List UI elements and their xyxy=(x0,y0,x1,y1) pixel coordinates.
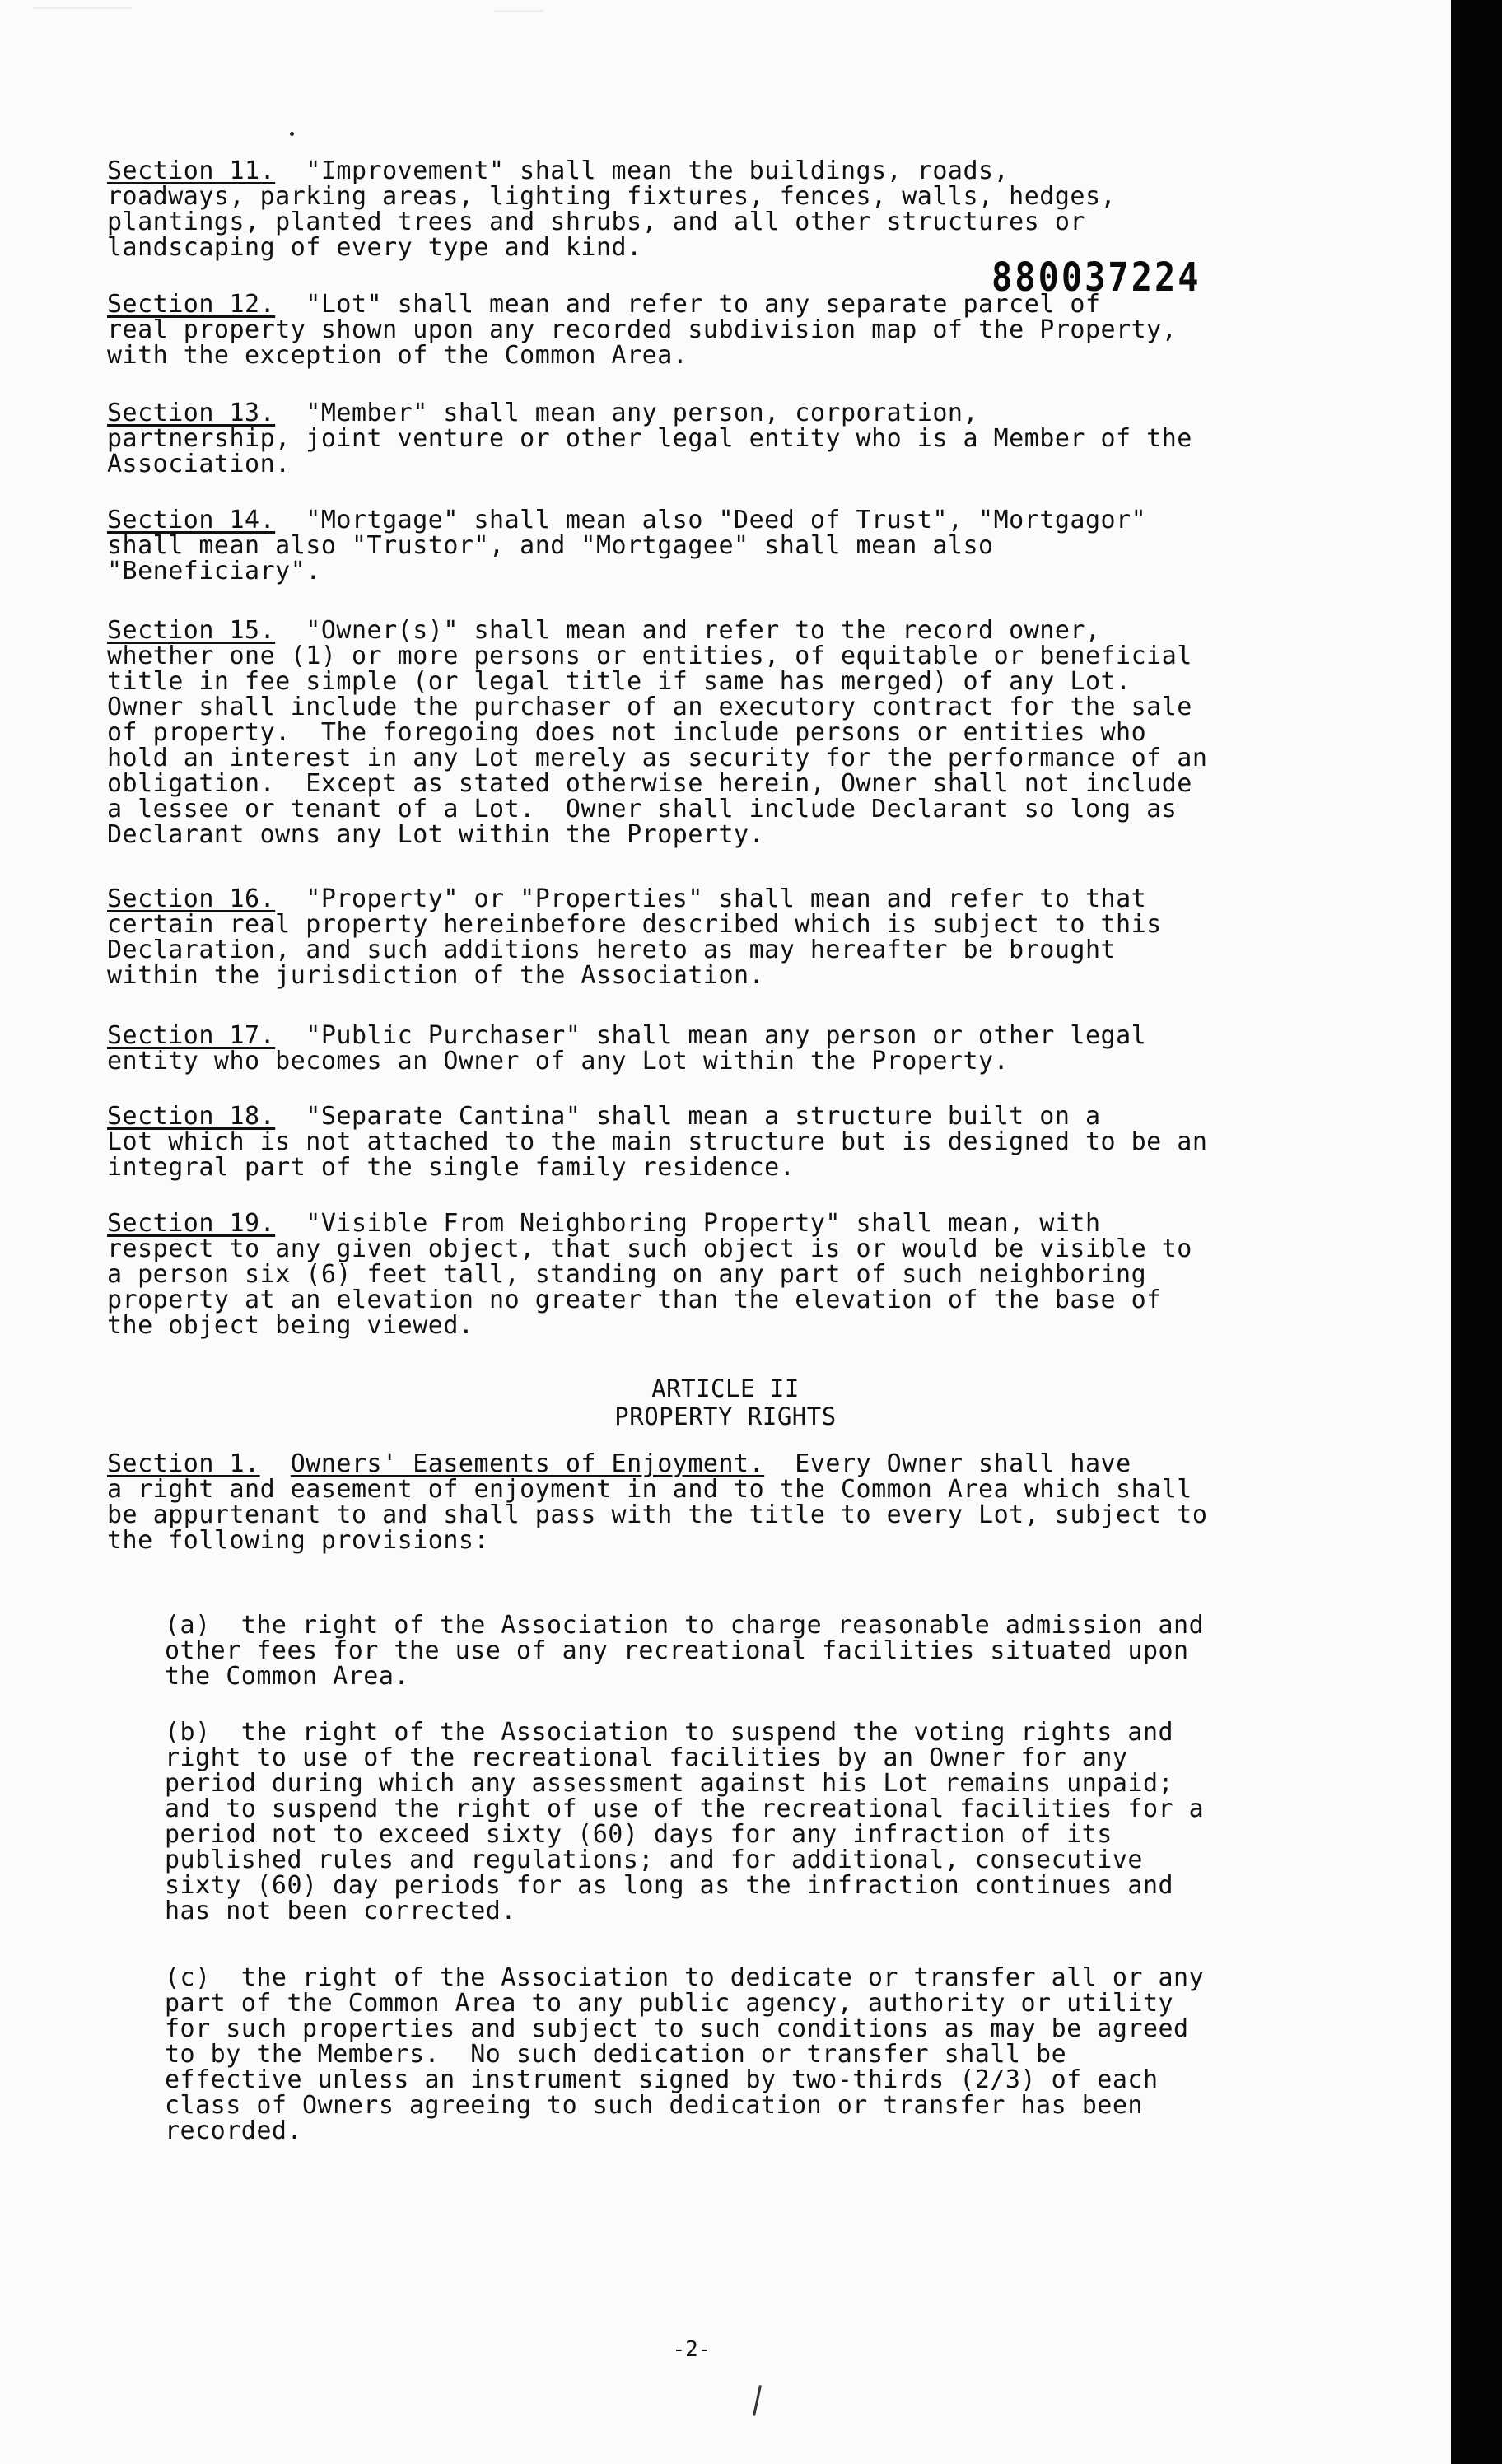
section-heading: Section 19. xyxy=(107,1209,276,1238)
section-heading: Section 1. xyxy=(107,1449,260,1478)
recording-number: 880037224 xyxy=(991,254,1201,301)
scan-noise xyxy=(33,7,132,9)
provision-a: (a) the right of the Association to charge reasonable admission and other fees for the use of any recreational facilities situated upon the Common Area. xyxy=(165,1611,1205,1691)
section-subheading: Owners' Easements of Enjoyment. xyxy=(290,1449,765,1478)
provision-b: (b) the right of the Association to suspend the voting rights and right to use of the recreational facilities by an Owner for any period during which any assessment against his Lot remains unpaid; and to suspend the right of use of the recreational facilities for a period not to exceed sixty (60) days for any infraction of its published rules and regulations; and for additional, consecutive sixty (60) day periods for as long as the infraction continues and has not been corrected. xyxy=(165,1718,1205,1925)
section-13 xyxy=(107,400,1342,477)
provision-c: (c) the right of the Association to dedicate or transfer all or any part of the Common Area to any public agency, authority or utility for such properties and subject to such conditions as may be agreed to by the Members. No such dedication or transfer shall be effective unless an instrument signed by two-thirds (2/3) of each class of Owners agreeing to such dedication or transfer has been recorded. xyxy=(165,1963,1205,2145)
scan-mark xyxy=(753,2385,762,2416)
section-heading: Section 15. xyxy=(107,616,276,645)
scan-mark xyxy=(290,132,294,136)
section-text: "Owner(s)" shall mean and refer to the record owner, whether one (1) or more persons or entities, of equitable or beneficial title in fee simple (or legal title if same has merged) of any Lot. Owner shall include the purchaser of an executory contract for the sale of property. The foregoing does not include persons or entities who hold an interest in any Lot merely as security for the performance of an obligation. Except as stated otherwise herein, Owner shall not include a lessee or tenant of a Lot. Owner shall include Declarant so long as Declarant owns any Lot within the Property. xyxy=(107,616,1208,849)
section-text: "Visible From Neighboring Property" shall mean, with respect to any given object, that such object is or would be visible to a person six (6) feet tall, standing on any part of such neighboring property at an elevation no greater than the elevation of the base of the object being viewed. xyxy=(107,1209,1192,1340)
section-text: "Lot" shall mean and refer to any separate parcel of real property shown upon any recorded subdivision map of the Property, with the exception of the Common Area. xyxy=(107,290,1178,370)
section-heading: Section 18. xyxy=(107,1102,276,1131)
article-title: PROPERTY RIGHTS xyxy=(614,1402,837,1430)
section-heading: Section 13. xyxy=(107,399,276,427)
scan-border xyxy=(1451,0,1502,2464)
section-18 xyxy=(107,1104,1342,1180)
section-19 xyxy=(107,1211,1342,1338)
section-14 xyxy=(107,507,1342,584)
section-text: "Improvement" shall mean the buildings, roads, roadways, parking areas, lighting fixtures, fences, walls, hedges, plantings, planted trees and shrubs, and all other structures or landscaping of every type and kind. xyxy=(107,156,1117,262)
section-text: "Member" shall mean any person, corporation, partnership, joint venture or other legal entity who is a Member of the Association. xyxy=(107,399,1192,478)
section-heading: Section 14. xyxy=(107,506,276,534)
section-spacer xyxy=(260,1449,291,1478)
section-heading: Section 12. xyxy=(107,290,276,319)
section-text: Every Owner shall have a right and easement of enjoyment in and to the Common Area which shall be appurtenant to and shall pass with the title to every Lot, subject to the following provisions: xyxy=(107,1449,1208,1555)
section-17 xyxy=(107,1023,1342,1074)
section-text: "Property" or "Properties" shall mean and refer to that certain real property hereinbefore described which is subject to this Declaration, and such additions hereto as may hereafter be brought within the jurisdiction of the Association. xyxy=(107,884,1162,990)
section-text: "Separate Cantina" shall mean a structure built on a Lot which is not attached to the main structure but is designed to be an integral part of the single family residence. xyxy=(107,1102,1208,1182)
section-heading: Section 17. xyxy=(107,1021,276,1050)
scan-noise xyxy=(494,10,543,12)
section-15 xyxy=(107,618,1342,847)
page-number: -2- xyxy=(672,2337,711,2362)
section-heading: Section 11. xyxy=(107,156,276,185)
section-16 xyxy=(107,886,1342,988)
section-text: "Mortgage" shall mean also "Deed of Trust", "Mortgagor" shall mean also "Trustor", and "Mortgagee" shall mean also "Beneficiary". xyxy=(107,506,1147,586)
section-text: "Public Purchaser" shall mean any person or other legal entity who becomes an Owner of any Lot within the Property. xyxy=(107,1021,1147,1076)
section-11 xyxy=(107,158,1342,260)
section-heading: Section 16. xyxy=(107,884,276,913)
article-number: ARTICLE II xyxy=(651,1374,800,1402)
section-12 xyxy=(107,292,1342,368)
article-2-section-1 xyxy=(107,1451,1342,1553)
